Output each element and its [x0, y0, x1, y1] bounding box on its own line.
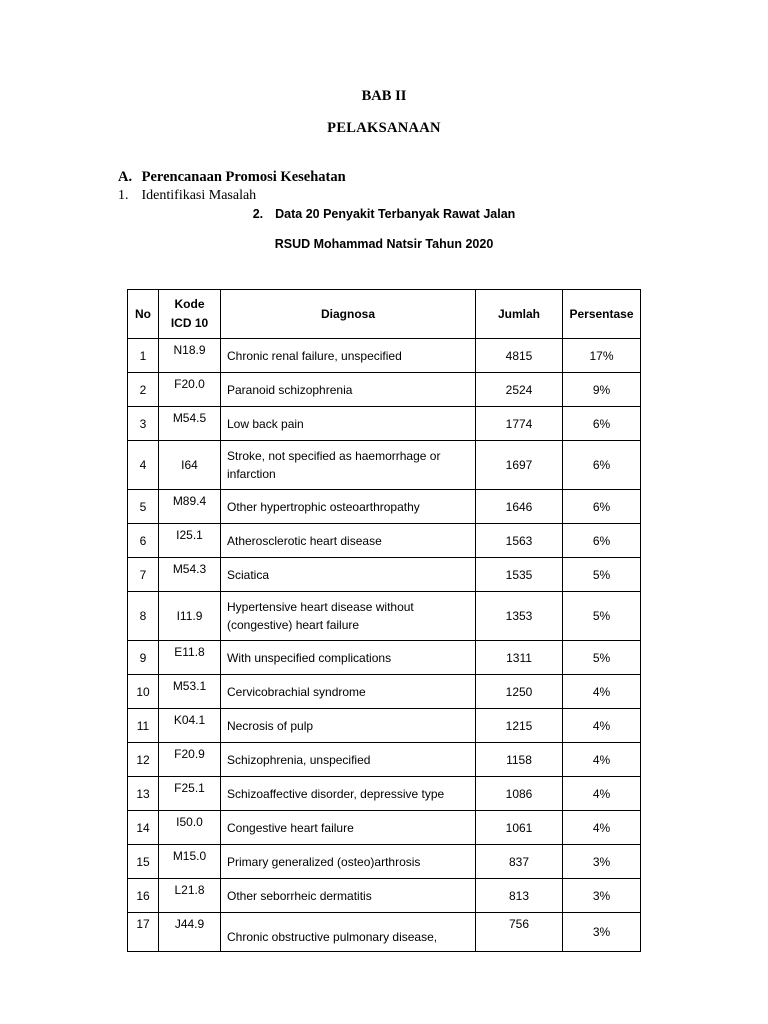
header-persentase: Persentase — [563, 290, 641, 339]
row-diagnosa: Other seborrheic dermatitis — [221, 879, 476, 913]
row-no: 1 — [128, 339, 159, 373]
section-title: Perencanaan Promosi Kesehatan — [141, 169, 346, 185]
row-persentase: 6% — [563, 524, 641, 558]
row-diagnosa: Paranoid schizophrenia — [221, 373, 476, 407]
row-jumlah: 837 — [476, 845, 563, 879]
subsection-heading — [118, 188, 256, 204]
table-row — [128, 524, 641, 558]
table-row — [128, 913, 641, 952]
header-kode — [159, 290, 221, 339]
row-diagnosa: With unspecified complications — [221, 641, 476, 675]
row-jumlah: 1158 — [476, 743, 563, 777]
row-jumlah: 1215 — [476, 709, 563, 743]
chapter-title: PELAKSANAAN — [327, 120, 441, 136]
row-jumlah: 1697 — [476, 441, 563, 490]
row-jumlah: 1353 — [476, 592, 563, 641]
row-jumlah: 1061 — [476, 811, 563, 845]
row-persentase: 4% — [563, 777, 641, 811]
row-kode: M89.4 — [159, 490, 221, 524]
row-diagnosa: Primary generalized (osteo)arthrosis — [221, 845, 476, 879]
row-kode: M54.5 — [159, 407, 221, 441]
table-row — [128, 373, 641, 407]
table-row — [128, 407, 641, 441]
row-jumlah: 1774 — [476, 407, 563, 441]
table-row — [128, 592, 641, 641]
row-diagnosa: Cervicobrachial syndrome — [221, 675, 476, 709]
row-diagnosa: Other hypertrophic osteoarthropathy — [221, 490, 476, 524]
table-body — [128, 339, 641, 952]
row-kode: F20.0 — [159, 373, 221, 407]
row-kode: M15.0 — [159, 845, 221, 879]
row-jumlah: 813 — [476, 879, 563, 913]
table-title-text: Data 20 Penyakit Terbanyak Rawat Jalan — [275, 207, 516, 221]
row-no: 4 — [128, 441, 159, 490]
row-jumlah: 1250 — [476, 675, 563, 709]
section-heading — [118, 169, 346, 186]
row-diagnosa: Stroke, not specified as haemorrhage or infarction — [221, 441, 476, 490]
row-persentase: 6% — [563, 407, 641, 441]
table-title-line2: RSUD Mohammad Natsir Tahun 2020 — [274, 237, 494, 251]
row-no: 3 — [128, 407, 159, 441]
row-persentase: 5% — [563, 558, 641, 592]
table-row — [128, 879, 641, 913]
row-kode: K04.1 — [159, 709, 221, 743]
row-no: 2 — [128, 373, 159, 407]
row-kode: I25.1 — [159, 524, 221, 558]
chapter-heading: BAB II — [361, 88, 407, 104]
row-persentase: 4% — [563, 743, 641, 777]
header-no: No — [128, 290, 159, 339]
row-kode: M54.3 — [159, 558, 221, 592]
row-kode: F20.9 — [159, 743, 221, 777]
row-persentase: 6% — [563, 490, 641, 524]
row-kode: I64 — [159, 441, 221, 490]
row-diagnosa: Schizophrenia, unspecified — [221, 743, 476, 777]
row-jumlah: 1311 — [476, 641, 563, 675]
row-no: 9 — [128, 641, 159, 675]
table-row — [128, 777, 641, 811]
table-row — [128, 558, 641, 592]
header-jumlah: Jumlah — [476, 290, 563, 339]
row-diagnosa: Sciatica — [221, 558, 476, 592]
row-kode: L21.8 — [159, 879, 221, 913]
row-no: 13 — [128, 777, 159, 811]
row-persentase: 4% — [563, 709, 641, 743]
section-label: A. — [118, 169, 133, 185]
row-diagnosa: Congestive heart failure — [221, 811, 476, 845]
table-row — [128, 811, 641, 845]
row-jumlah: 4815 — [476, 339, 563, 373]
row-jumlah: 1646 — [476, 490, 563, 524]
row-diagnosa: Necrosis of pulp — [221, 709, 476, 743]
row-kode: M53.1 — [159, 675, 221, 709]
row-no: 7 — [128, 558, 159, 592]
row-no: 16 — [128, 879, 159, 913]
row-jumlah: 1535 — [476, 558, 563, 592]
header-diagnosa: Diagnosa — [221, 290, 476, 339]
row-persentase: 3% — [563, 879, 641, 913]
row-kode: E11.8 — [159, 641, 221, 675]
table-title-line1 — [0, 207, 768, 221]
row-persentase: 4% — [563, 811, 641, 845]
row-no: 5 — [128, 490, 159, 524]
row-kode: I50.0 — [159, 811, 221, 845]
header-kode-line2: ICD 10 — [170, 316, 209, 330]
subsection-label: 1. — [118, 188, 129, 203]
table-row — [128, 441, 641, 490]
table-title-number: 2. — [252, 207, 264, 221]
row-kode: J44.9 — [159, 913, 221, 952]
row-no: 6 — [128, 524, 159, 558]
row-diagnosa: Schizoaffective disorder, depressive type — [221, 777, 476, 811]
row-persentase: 5% — [563, 641, 641, 675]
disease-table — [127, 289, 641, 952]
row-diagnosa: Low back pain — [221, 407, 476, 441]
table-row — [128, 675, 641, 709]
row-persentase: 9% — [563, 373, 641, 407]
row-diagnosa: Atherosclerotic heart disease — [221, 524, 476, 558]
row-persentase: 6% — [563, 441, 641, 490]
row-jumlah: 756 — [476, 913, 563, 952]
header-kode-line1: Kode — [174, 297, 205, 311]
row-no: 11 — [128, 709, 159, 743]
row-no: 14 — [128, 811, 159, 845]
row-kode: I11.9 — [159, 592, 221, 641]
row-jumlah: 1086 — [476, 777, 563, 811]
row-jumlah: 1563 — [476, 524, 563, 558]
table-row — [128, 339, 641, 373]
row-no: 12 — [128, 743, 159, 777]
row-persentase: 17% — [563, 339, 641, 373]
table-row — [128, 743, 641, 777]
subsection-title: Identifikasi Masalah — [141, 188, 257, 203]
row-no: 17 — [128, 913, 159, 952]
table-header-row — [128, 290, 641, 339]
row-no: 10 — [128, 675, 159, 709]
row-kode: N18.9 — [159, 339, 221, 373]
row-persentase: 5% — [563, 592, 641, 641]
row-no: 8 — [128, 592, 159, 641]
row-diagnosa: Hypertensive heart disease without (congestive) heart failure — [221, 592, 476, 641]
row-kode: F25.1 — [159, 777, 221, 811]
table-row — [128, 641, 641, 675]
row-persentase: 4% — [563, 675, 641, 709]
row-persentase: 3% — [563, 845, 641, 879]
row-diagnosa: Chronic renal failure, unspecified — [221, 339, 476, 373]
row-persentase: 3% — [563, 913, 641, 952]
row-jumlah: 2524 — [476, 373, 563, 407]
row-diagnosa: Chronic obstructive pulmonary disease, — [221, 913, 476, 952]
table-row — [128, 490, 641, 524]
table-row — [128, 845, 641, 879]
table-row — [128, 709, 641, 743]
row-no: 15 — [128, 845, 159, 879]
